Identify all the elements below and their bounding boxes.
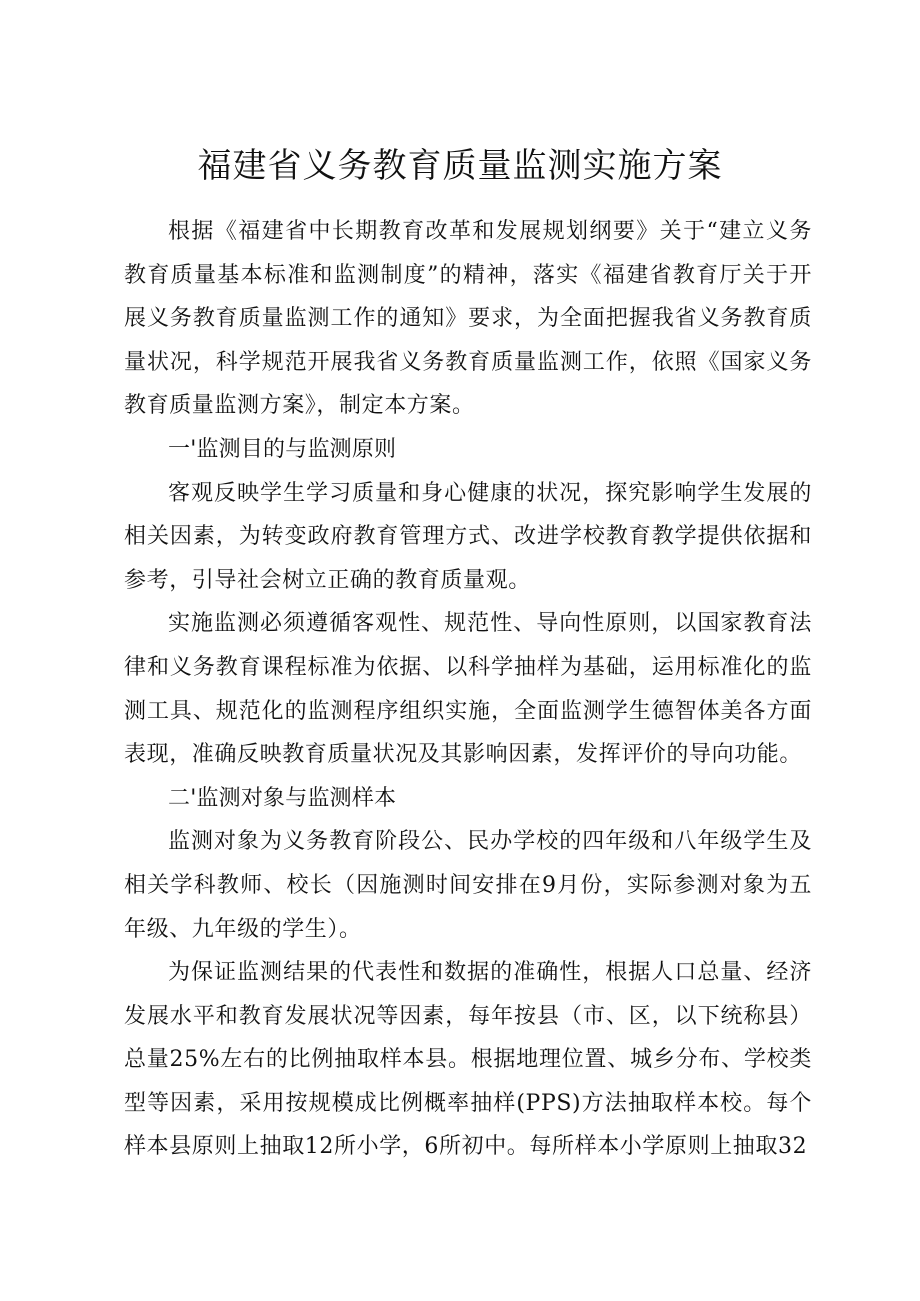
document-title: 福建省义务教育质量监测实施方案	[197, 146, 723, 186]
section-heading-targets: 二'监测对象与监测样本	[168, 785, 397, 811]
intro-paragraph: 根据《福建省中长期教育改革和发展规划纲要》关于“建立义务教育质量基本标准和监测制度”的精神，落实《福建省教育厅关于开展义务教育质量监测工作的通知》要求，为全面把握我省义务教育质量状况，科学规范开展我省义务教育质量监测工作，依照《国家义务教育质量监测方案》，制定本方案。	[124, 219, 812, 419]
document-body	[124, 210, 812, 1169]
sampling-paragraph: 为保证监测结果的代表性和数据的准确性，根据人口总量、经济发展水平和教育发展状况等因素，每年按县（市、区，以下统称县）总量25%左右的比例抽取样本县。根据地理位置、城乡分布、学校类型等因素，采用按规模成比例概率抽样(PPS)方法抽取样本校。每个样本县原则上抽取12所小学，6所初中。每所样本小学原则上抽取32	[124, 960, 812, 1160]
targets-paragraph: 监测对象为义务教育阶段公、民办学校的四年级和八年级学生及相关学科教师、校长（因施测时间安排在9月份，实际参测对象为五年级、九年级的学生）。	[124, 829, 812, 942]
section-heading-purpose: 一'监测目的与监测原则	[168, 436, 397, 462]
purpose-paragraph: 客观反映学生学习质量和身心健康的状况，探究影响学生发展的相关因素，为转变政府教育管理方式、改进学校教育教学提供依据和参考，引导社会树立正确的教育质量观。	[124, 480, 812, 593]
principle-paragraph: 实施监测必须遵循客观性、规范性、导向性原则，以国家教育法律和义务教育课程标准为依据、以科学抽样为基础，运用标准化的监测工具、规范化的监测程序组织实施，全面监测学生德智体美各方面表现，准确反映教育质量状况及其影响因素，发挥评价的导向功能。	[124, 611, 812, 768]
